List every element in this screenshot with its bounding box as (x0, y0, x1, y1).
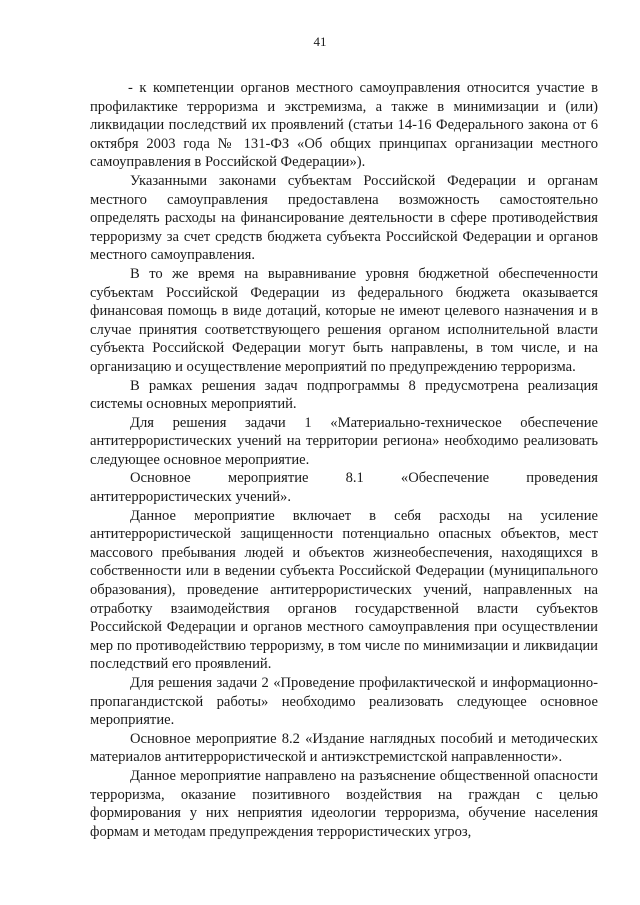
paragraph-federal-subsidies: В то же время на выравнивание уровня бюджетной обеспеченности субъектам Российской Федерации из федерального бюджета оказывается финансовая помощь в виде дотаций, которые не имеют целевого назначения и в случае принятия соответствующего решения органом исполнительной власти субъекта Российской Федерации могут быть направлены, в том числе, и на организацию и осуществление мероприятий по предупреждению терроризма. (90, 265, 598, 375)
paragraph-local-self-government-competence: - к компетенции органов местного самоуправления относится участие в профилактике терроризма и экстремизма, а также в минимизации и (или) ликвидации последствий их проявлений (статьи 14-16 Федерального закона от 6 октября 2003 года № 131-ФЗ «Об общих принципах организации местного самоуправления в Российской Федерации»). (90, 80, 598, 171)
paragraph-measure-8-2-description: Данное мероприятие направлено на разъяснение общественной опасности терроризма, оказание позитивного воздействия на граждан с целью формирования у них неприятия идеологии терроризма, обучение населения формам и методам предупреждения террористических угроз, (90, 767, 598, 840)
paragraph-financing-powers: Указанными законами субъектам Российской Федерации и органам местного самоуправления предоставлена возможность самостоятельно определять расходы на финансирование деятельности в сфере противодействия терроризму за счет средств бюджета субъекта Российской Федерации и органов местного самоуправления. (90, 172, 598, 264)
paragraph-measure-8-2: Основное мероприятие 8.2 «Издание наглядных пособий и методических материалов антитеррористической и антиэкстремистской направленности». (90, 730, 598, 766)
paragraph-measure-8-1-description: Данное мероприятие включает в себя расходы на усиление антитеррористической защищенности потенциально опасных объектов, мест массового пребывания людей и объектов жизнеобеспечения, находящихся в собственности или в ведении субъекта Российской Федерации (муниципального образования), проведение антитеррористических учений, направленных на отработку взаимодействия органов государственной власти субъектов Российской Федерации и органов местного самоуправления при осуществлении мер по противодействию терроризму, в том числе по минимизации и ликвидации последствий его проявлений. (90, 507, 598, 673)
document-body (90, 79, 598, 841)
paragraph-subprogram-8: В рамках решения задач подпрограммы 8 предусмотрена реализация системы основных мероприятий. (90, 377, 598, 413)
paragraph-task-1: Для решения задачи 1 «Материально-техническое обеспечение антитеррористических учений на территории региона» необходимо реализовать следующее основное мероприятие. (90, 414, 598, 468)
paragraph-measure-8-1: Основное мероприятие 8.1 «Обеспечение проведения антитеррористических учений». (90, 470, 598, 506)
page-number: 41 (313, 34, 327, 49)
paragraph-task-2: Для решения задачи 2 «Проведение профилактической и информационно-пропагандистской работы» необходимо реализовать следующее основное мероприятие. (90, 675, 598, 729)
